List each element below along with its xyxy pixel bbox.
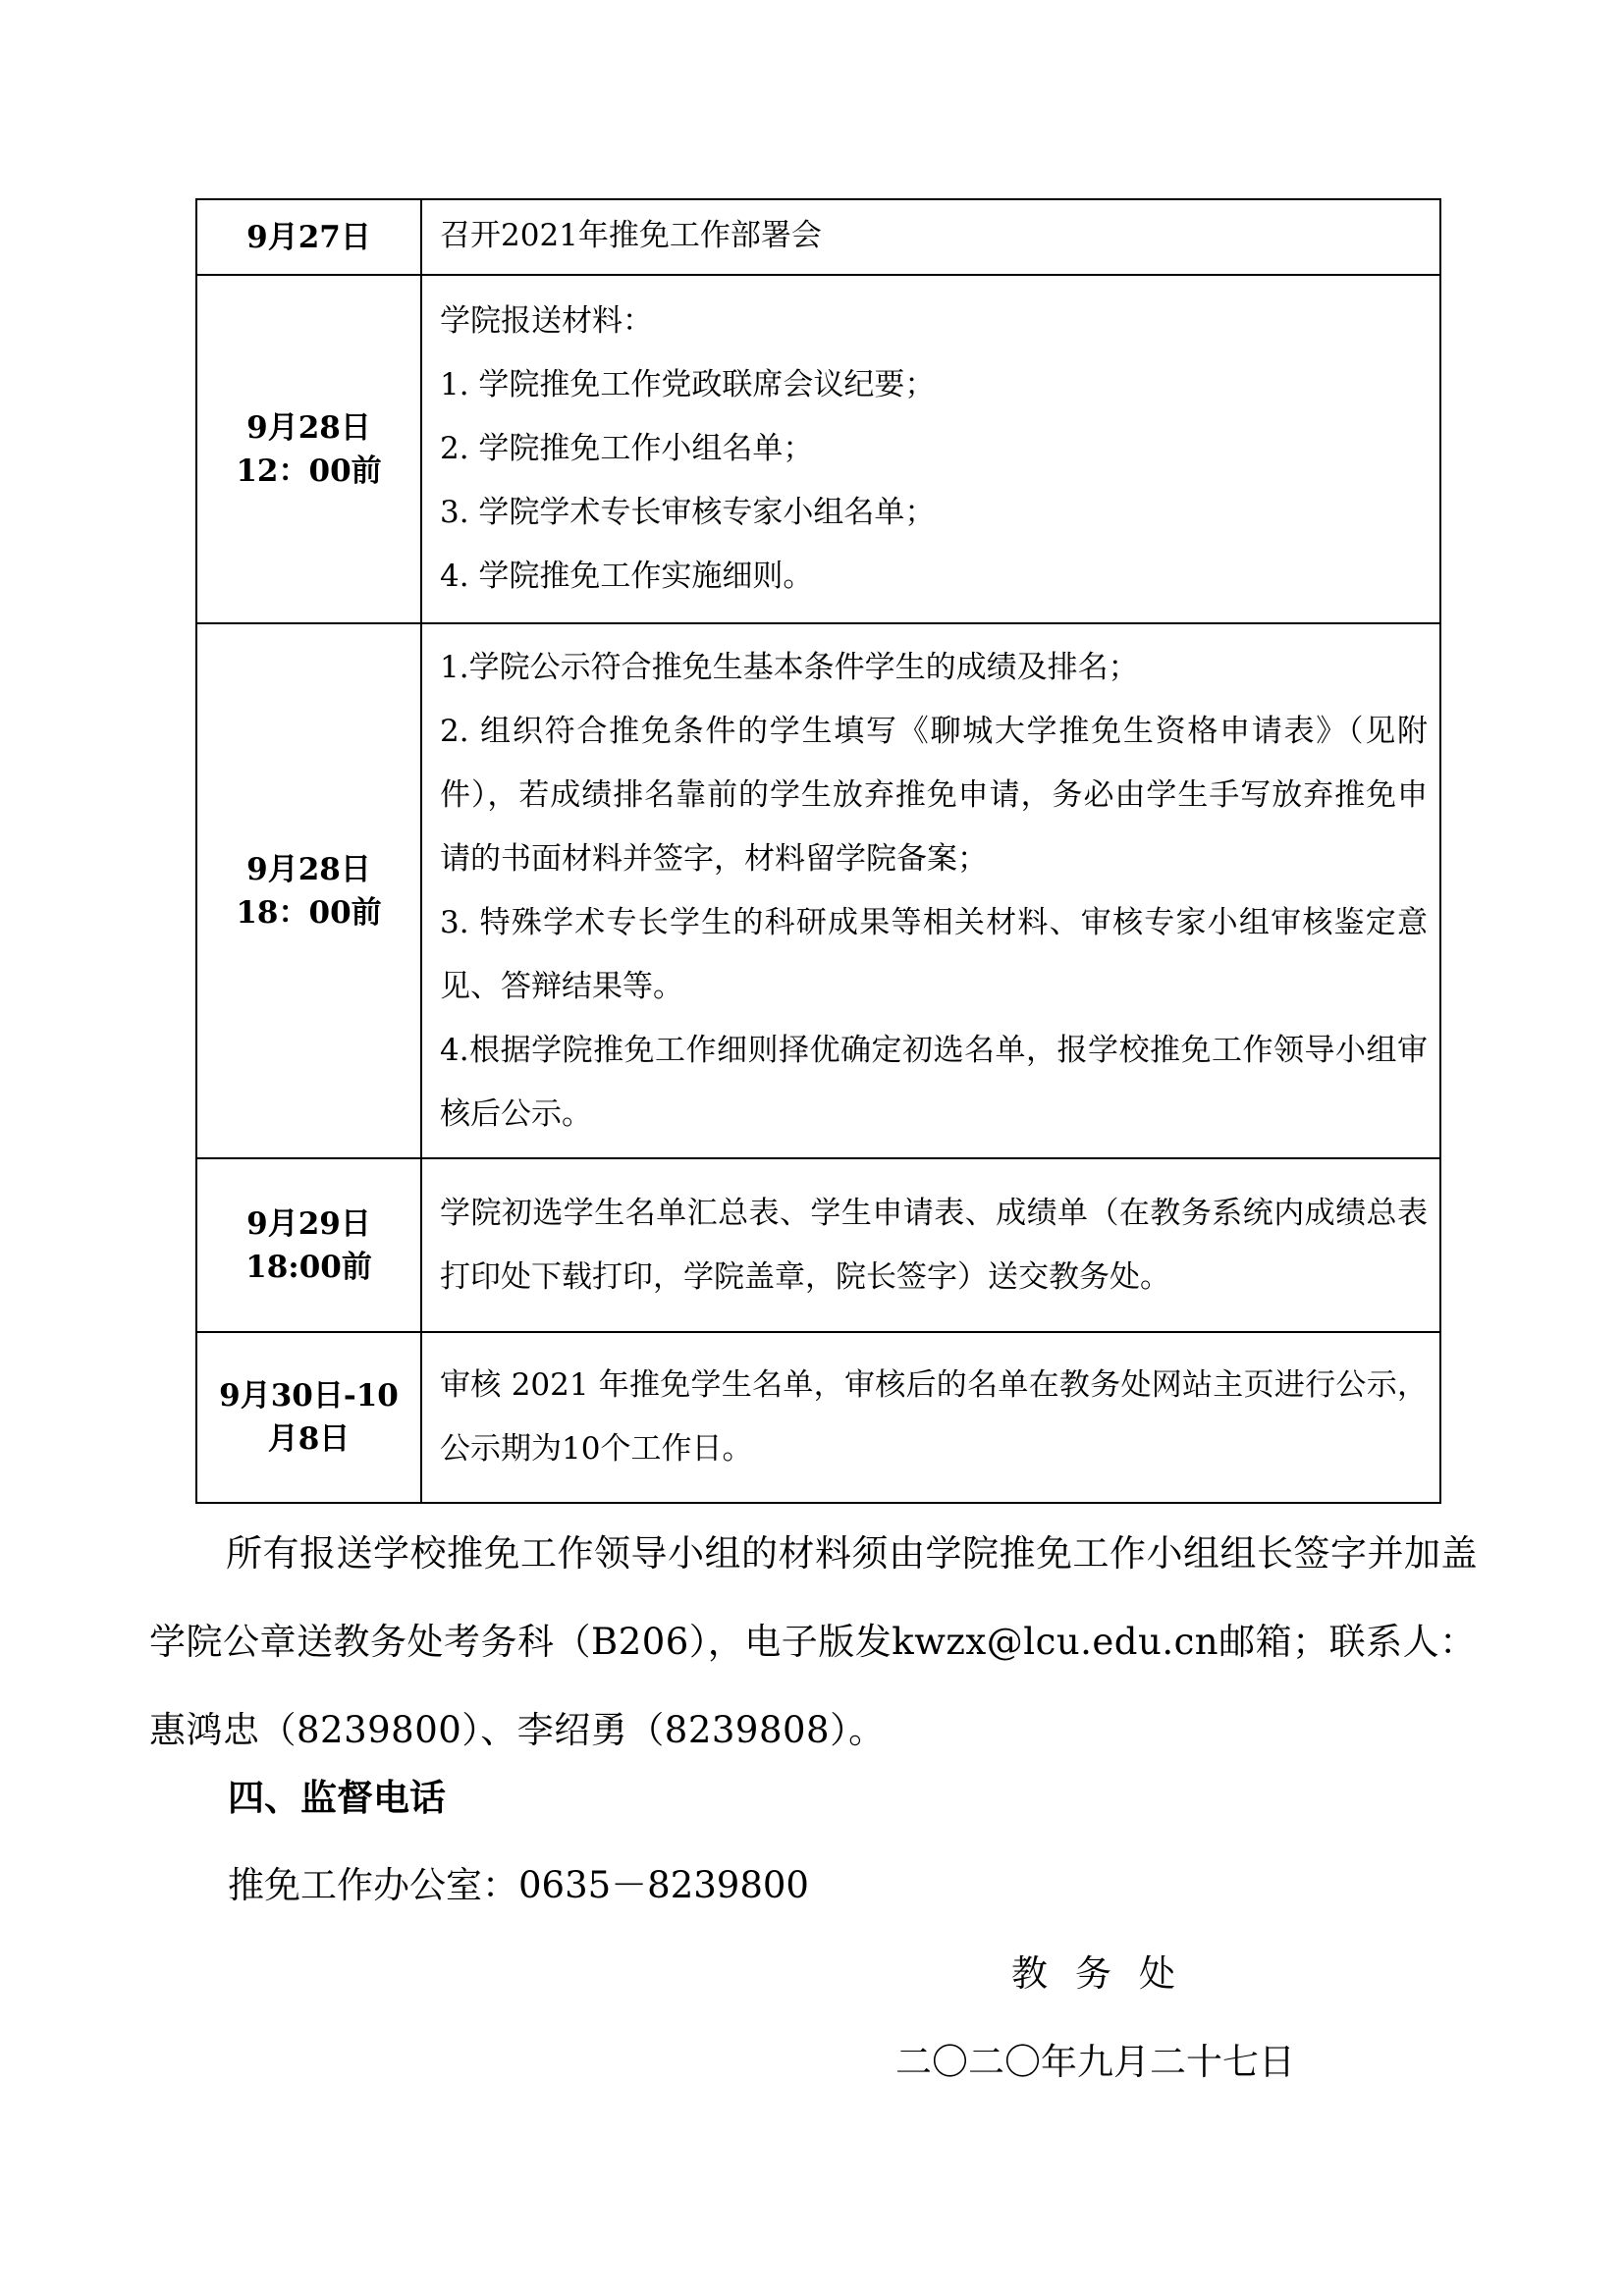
- date-text: 9月28日: [246, 851, 371, 887]
- content-text: 学院初选学生名单汇总表、学生申请表、成绩单（在教务系统内成绩总表打印处下载打印，学院盖章，院长签字）送交教务处。: [440, 1195, 1428, 1295]
- content-text: 2. 学院推免工作小组名单；: [440, 431, 814, 466]
- content-text: 审核 2021 年推免学生名单，审核后的名单在教务处网站主页进行公示，公示期为10个工作日。: [440, 1367, 1428, 1467]
- table-row: [196, 199, 1440, 275]
- date-cell: [196, 1158, 421, 1332]
- content-text: 4. 学院推免工作实施细则。: [440, 559, 814, 594]
- schedule-table: [195, 198, 1441, 1504]
- content-cell: [421, 1158, 1440, 1332]
- content-text: 召开2021年推免工作部署会: [440, 218, 822, 253]
- date-cell: [196, 623, 421, 1158]
- date-text: 9月29日: [246, 1205, 371, 1242]
- table-row: [196, 623, 1440, 1158]
- date-text: 9月30日-10: [219, 1378, 399, 1414]
- content-text: 1. 学院推免工作党政联席会议纪要；: [440, 367, 936, 402]
- content-cell: [421, 275, 1440, 623]
- submission-note: 所有报送学校推免工作领导小组的材料须由学院推免工作小组组长签字并加盖学院公章送教务处考务科（B206），电子版发kwzx@lcu.edu.cn邮箱；联系人：惠鸿忠（8239800）、李绍勇（8239808）。: [149, 1532, 1478, 1751]
- content-text: 2. 组织符合推免条件的学生填写《聊城大学推免生资格申请表》（见附件），若成绩排名靠前的学生放弃推免申请，务必由学生手写放弃推免申请的书面材料并签字，材料留学院备案；: [440, 713, 1428, 877]
- table-row: [196, 275, 1440, 623]
- date-text: 18:00前: [245, 1249, 372, 1285]
- content-text: 学院报送材料：: [440, 303, 653, 339]
- table-row: [196, 1158, 1440, 1332]
- signature-office: 教务处: [1011, 1952, 1203, 1995]
- content-cell: [421, 199, 1440, 275]
- date-text: 月8日: [267, 1421, 351, 1457]
- date-cell: [196, 1332, 421, 1503]
- date-text: 12：00前: [236, 453, 382, 489]
- signature-date: 二〇二〇年九月二十七日: [895, 2041, 1295, 2083]
- content-cell: [421, 623, 1440, 1158]
- date-cell: [196, 199, 421, 275]
- date-cell: [196, 275, 421, 623]
- hotline-text: 推免工作办公室：0635－8239800: [228, 1864, 809, 1906]
- content-text: 3. 特殊学术专长学生的科研成果等相关材料、审核专家小组审核鉴定意见、答辩结果等。: [440, 904, 1428, 1004]
- content-text: 1.学院公示符合推免生基本条件学生的成绩及排名；: [440, 649, 1139, 685]
- date-text: 9月28日: [246, 409, 371, 446]
- content-text: 3. 学院学术专长审核专家小组名单；: [440, 495, 936, 530]
- content-cell: [421, 1332, 1440, 1503]
- section-heading: 四、监督电话: [228, 1776, 446, 1819]
- table-row: [196, 1332, 1440, 1503]
- date-text: 18：00前: [236, 894, 382, 931]
- date-text: 9月27日: [246, 219, 371, 255]
- content-text: 4.根据学院推免工作细则择优确定初选名单，报学校推免工作领导小组审核后公示。: [440, 1032, 1428, 1132]
